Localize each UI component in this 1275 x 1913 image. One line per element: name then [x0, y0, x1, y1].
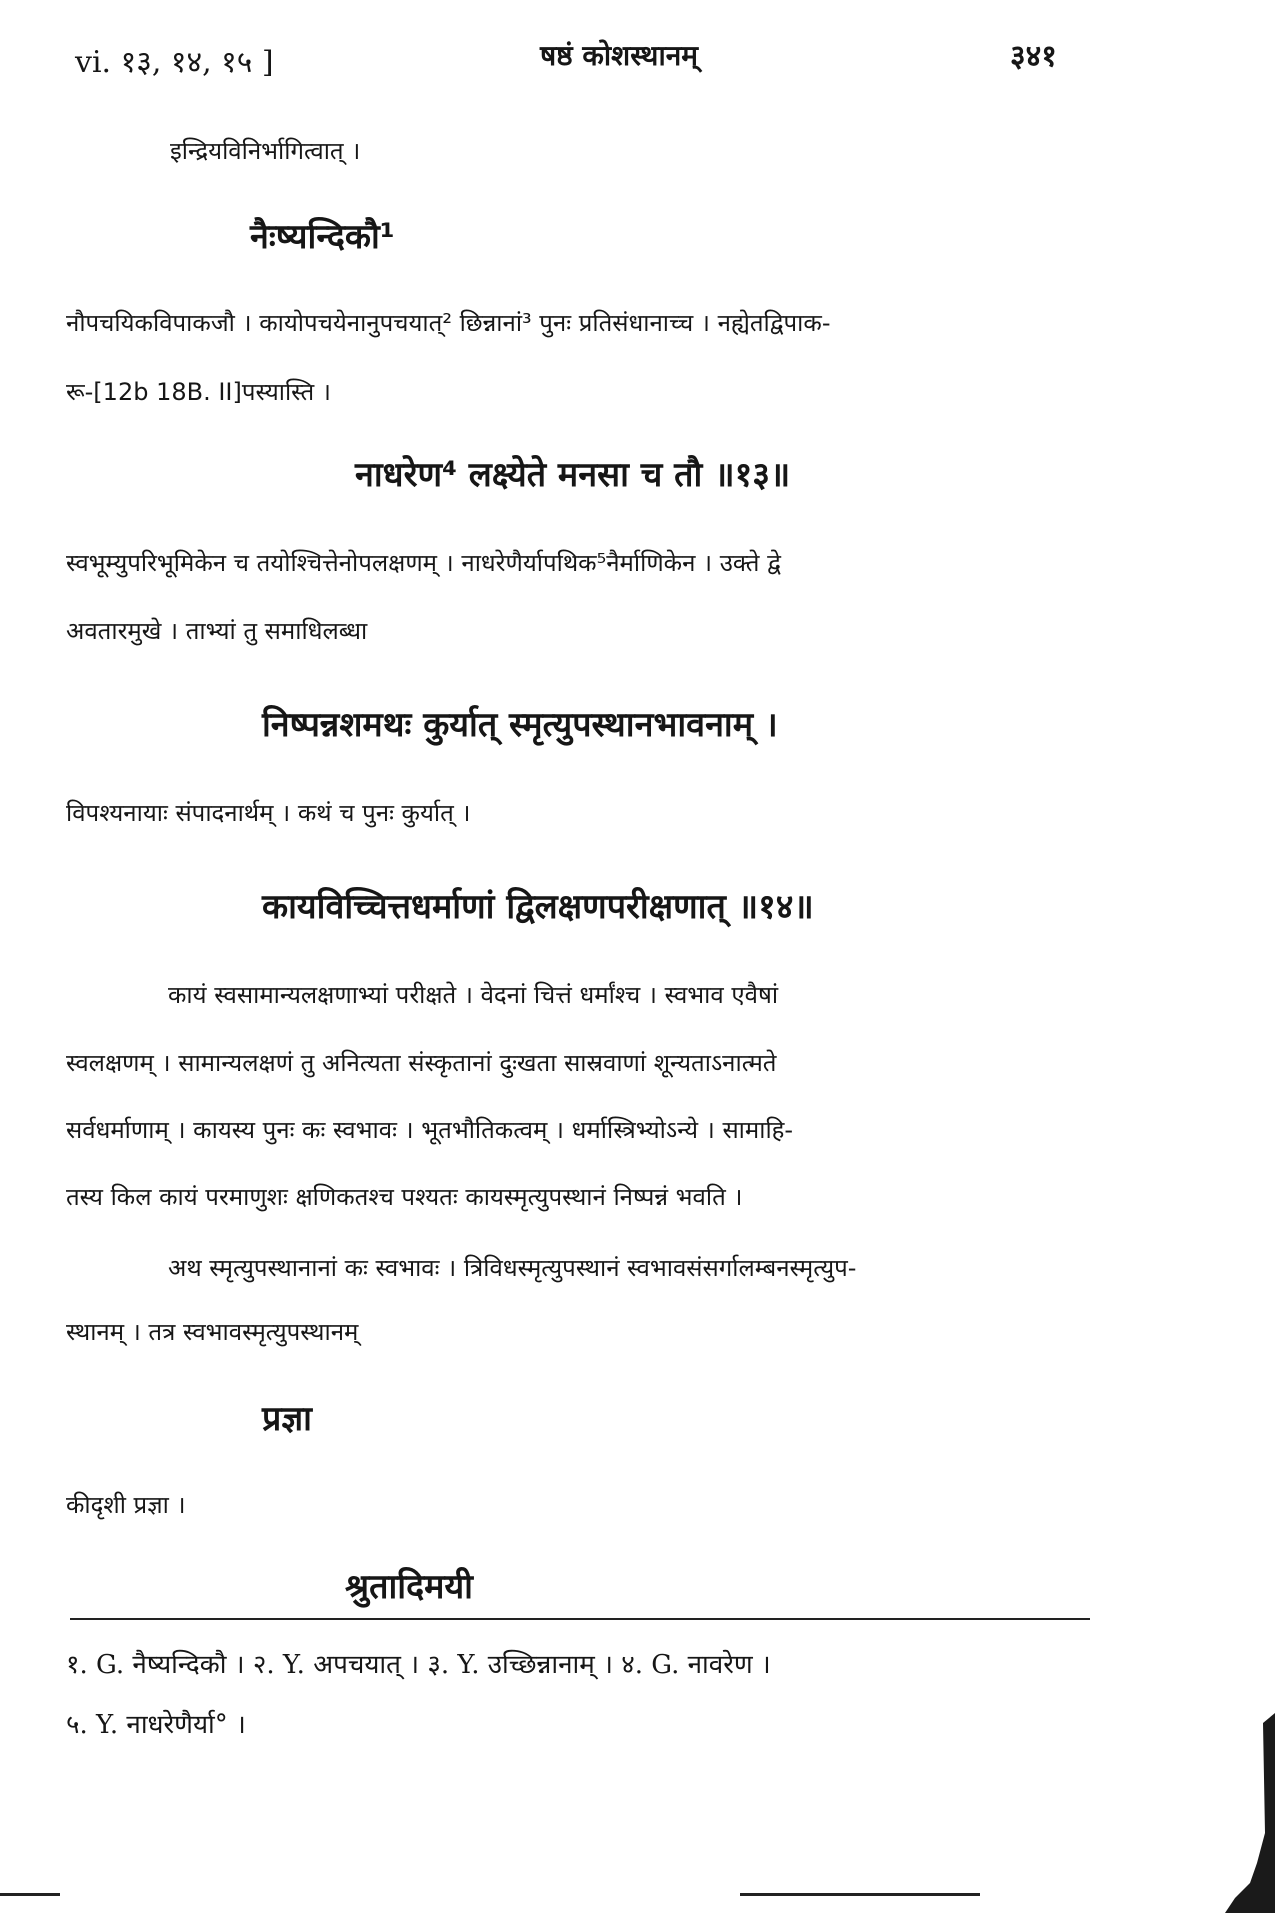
commentary-line: सर्वधर्माणाम् । कायस्य पुनः कः स्वभावः । भूतभौतिकत्वम् । धर्मास्त्रिभ्योऽन्ये । सामाहि-	[66, 1116, 794, 1144]
running-header-chapter-title: षष्ठं कोशस्थानम्	[540, 39, 698, 72]
verse-line: कायविच्चित्तधर्माणां द्विलक्षणपरीक्षणात् ॥१४॥	[262, 887, 814, 927]
commentary-line: स्वलक्षणम् । सामान्यलक्षणं तु अनित्यता संस्कृतानां दुःखता सास्रवाणां शून्यताऽनात्मते	[66, 1049, 777, 1077]
commentary-line: इन्द्रियविनिर्भागित्वात् ।	[170, 137, 361, 165]
verse-term: श्रुतादिमयी	[345, 1567, 473, 1607]
commentary-line: अथ स्मृत्युपस्थानानां कः स्वभावः । त्रिविधस्मृत्युपस्थानं स्वभावसंसर्गालम्बनस्मृत्युप-	[168, 1254, 857, 1282]
verse-line: नाधरेण⁴ लक्ष्येते मनसा च तौ ॥१३॥	[355, 455, 791, 495]
scan-edge-mark	[740, 1893, 980, 1896]
verse-term: प्रज्ञा	[262, 1399, 312, 1439]
running-header-verse-range: vi. १३, १४, १५ ]	[75, 45, 274, 80]
commentary-line: नौपचयिकविपाकजौ । कायोपचयेनानुपचयात्² छिन्नानां³ पुनः प्रतिसंधानाच्च । नह्येतद्विपाक-	[66, 309, 831, 337]
commentary-line: तस्य किल कायं परमाणुशः क्षणिकतश्च पश्यतः कायस्मृत्युपस्थानं निष्पन्नं भवति ।	[66, 1183, 743, 1211]
commentary-line: रू-[12b 18B. II]पस्यास्ति ।	[66, 378, 331, 406]
commentary-line: स्थानम् । तत्र स्वभावस्मृत्युपस्थानम्	[66, 1318, 359, 1346]
commentary-line: स्वभूम्युपरिभूमिकेन च तयोश्चित्तेनोपलक्षणम् । नाधरेणैर्यापथिक⁵नैर्माणिकेन । उक्ते द्वे	[66, 549, 781, 577]
footnote-line: १. G. नैष्यन्दिकौ । २. Y. अपचयात् । ३. Y. उच्छिन्नानाम् । ४. G. नावरेण ।	[66, 1650, 771, 1680]
commentary-line: कीदृशी प्रज्ञा ।	[66, 1491, 186, 1519]
commentary-line: विपश्यनायाः संपादनार्थम् । कथं च पुनः कुर्यात् ।	[66, 799, 471, 827]
scan-edge-mark	[0, 1893, 60, 1896]
commentary-line: अवतारमुखे । ताभ्यां तु समाधिलब्धा	[66, 617, 368, 645]
footnote-line: ५. Y. नाधरेणैर्या° ।	[66, 1710, 246, 1740]
verse-line: निष्पन्नशमथः कुर्यात् स्मृत्युपस्थानभावनाम् ।	[262, 705, 778, 745]
scan-edge-shadow	[1215, 1713, 1275, 1913]
verse-line: नैःष्यन्दिकौ¹	[250, 217, 395, 257]
commentary-line: कायं स्वसामान्यलक्षणाभ्यां परीक्षते । वेदनां चित्तं धर्मांश्च । स्वभाव एवैषां	[168, 981, 779, 1009]
page-number: ३४१	[1010, 39, 1057, 74]
footnote-separator	[70, 1618, 1090, 1620]
